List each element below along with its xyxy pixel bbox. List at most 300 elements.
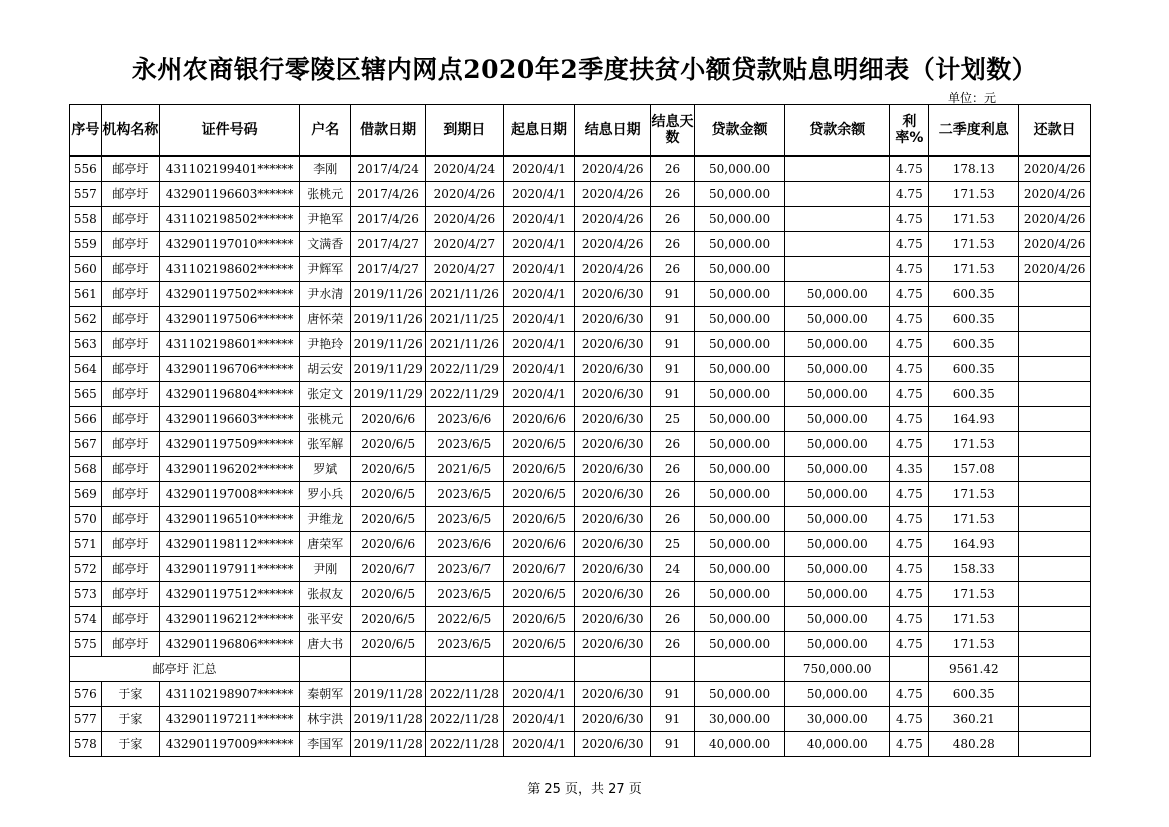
- cell-repay-date: 2020/4/26: [1019, 257, 1091, 282]
- cell-account-name: 胡云安: [300, 357, 351, 382]
- cell-loan-date: 2019/11/26: [351, 282, 426, 307]
- cell-branch: 邮亭圩: [101, 432, 159, 457]
- cell-interest-start: 2020/4/1: [503, 357, 575, 382]
- cell-loan-amount: 50,000.00: [695, 682, 785, 707]
- cell-loan-date: 2017/4/26: [351, 182, 426, 207]
- cell-q2-interest: 600.35: [929, 357, 1019, 382]
- cell-interest-start: 2020/6/6: [503, 407, 575, 432]
- cell-loan-date: 2020/6/5: [351, 457, 426, 482]
- cell-rate: 4.75: [890, 156, 929, 182]
- cell-repay-date: [1019, 307, 1091, 332]
- cell-repay-date: [1019, 557, 1091, 582]
- cell-rate: 4.75: [890, 207, 929, 232]
- cell-id-number: 432901196804******: [160, 382, 300, 407]
- cell-loan-date: 2017/4/24: [351, 156, 426, 182]
- cell-branch: 邮亭圩: [101, 282, 159, 307]
- cell-days: 25: [651, 407, 695, 432]
- cell-loan-balance: 50,000.00: [785, 507, 890, 532]
- cell-loan-date: 2020/6/5: [351, 607, 426, 632]
- cell-q2-interest: 171.53: [929, 432, 1019, 457]
- cell-id-number: 432901197509******: [160, 432, 300, 457]
- cell-due-date: 2023/6/5: [425, 432, 503, 457]
- cell-account-name: 文满香: [300, 232, 351, 257]
- cell-days: 26: [651, 432, 695, 457]
- cell-branch: 邮亭圩: [101, 257, 159, 282]
- cell-interest-settle: 2020/6/30: [575, 582, 651, 607]
- cell-loan-date: 2020/6/5: [351, 632, 426, 657]
- cell-branch: 邮亭圩: [101, 557, 159, 582]
- cell-account-name: 张定文: [300, 382, 351, 407]
- cell-interest-start: 2020/4/1: [503, 282, 575, 307]
- cell-loan-amount: 50,000.00: [695, 457, 785, 482]
- cell-interest-settle: 2020/4/26: [575, 232, 651, 257]
- cell-rate: 4.75: [890, 382, 929, 407]
- cell-days: 91: [651, 682, 695, 707]
- cell-q2-interest: 171.53: [929, 632, 1019, 657]
- cell-q2-interest: 171.53: [929, 507, 1019, 532]
- cell-interest-start: 2020/6/5: [503, 457, 575, 482]
- cell-interest-settle: 2020/4/26: [575, 207, 651, 232]
- header-seq: 序号: [70, 105, 102, 157]
- summary-label: 邮亭圩 汇总: [70, 657, 300, 682]
- cell-due-date: 2023/6/5: [425, 507, 503, 532]
- cell-interest-settle: 2020/6/30: [575, 307, 651, 332]
- table-row: [70, 682, 1091, 707]
- cell-repay-date: [1019, 532, 1091, 557]
- cell-interest-settle: 2020/6/30: [575, 332, 651, 357]
- cell-repay-date: [1019, 507, 1091, 532]
- cell-branch: 邮亭圩: [101, 457, 159, 482]
- cell-account-name: 尹艳军: [300, 207, 351, 232]
- cell-id-number: 432901197211******: [160, 707, 300, 732]
- cell-loan-date: 2020/6/6: [351, 407, 426, 432]
- table-row: [70, 582, 1091, 607]
- cell-id-number: 432901196212******: [160, 607, 300, 632]
- cell-repay-date: 2020/4/26: [1019, 232, 1091, 257]
- cell-due-date: 2020/4/26: [425, 207, 503, 232]
- cell-interest-start: 2020/6/7: [503, 557, 575, 582]
- cell-loan-balance: 50,000.00: [785, 382, 890, 407]
- cell-loan-balance: [785, 156, 890, 182]
- table-row: [70, 457, 1091, 482]
- cell-seq: 568: [70, 457, 102, 482]
- cell-days: 26: [651, 507, 695, 532]
- cell-account-name: 尹刚: [300, 557, 351, 582]
- cell-interest-settle: 2020/4/26: [575, 156, 651, 182]
- cell-loan-balance: 50,000.00: [785, 432, 890, 457]
- cell-loan-date: 2020/6/5: [351, 582, 426, 607]
- cell-repay-date: [1019, 582, 1091, 607]
- cell-due-date: 2021/11/26: [425, 332, 503, 357]
- cell-interest-start: 2020/4/1: [503, 232, 575, 257]
- cell-account-name: 尹艳玲: [300, 332, 351, 357]
- cell-repay-date: [1019, 482, 1091, 507]
- table-row: [70, 557, 1091, 582]
- cell-rate: 4.75: [890, 407, 929, 432]
- table-row: [70, 232, 1091, 257]
- cell-days: 26: [651, 156, 695, 182]
- cell-seq: 569: [70, 482, 102, 507]
- cell-seq: 575: [70, 632, 102, 657]
- cell-interest-settle: 2020/6/30: [575, 382, 651, 407]
- cell-q2-interest: 360.21: [929, 707, 1019, 732]
- cell-seq: 560: [70, 257, 102, 282]
- cell-q2-interest: 171.53: [929, 232, 1019, 257]
- cell-loan-balance: 50,000.00: [785, 607, 890, 632]
- cell-loan-date: 2020/6/5: [351, 432, 426, 457]
- table-row: [70, 282, 1091, 307]
- cell-q2-interest: 164.93: [929, 407, 1019, 432]
- cell-repay-date: 2020/4/26: [1019, 156, 1091, 182]
- header-interest-settle: 结息日期: [575, 105, 651, 157]
- cell-id-number: 432901197911******: [160, 557, 300, 582]
- cell-branch: 邮亭圩: [101, 382, 159, 407]
- unit-label: 单位：元: [948, 91, 997, 105]
- cell-loan-amount: 50,000.00: [695, 607, 785, 632]
- cell-loan-amount: 50,000.00: [695, 532, 785, 557]
- cell-q2-interest: 600.35: [929, 307, 1019, 332]
- cell-interest-start: 2020/6/5: [503, 632, 575, 657]
- cell-days: 91: [651, 382, 695, 407]
- cell-loan-amount: 50,000.00: [695, 307, 785, 332]
- cell-q2-interest: 171.53: [929, 207, 1019, 232]
- summary-empty-cell: [1019, 657, 1091, 682]
- cell-id-number: 432901196202******: [160, 457, 300, 482]
- cell-account-name: 张叔友: [300, 582, 351, 607]
- cell-due-date: 2020/4/26: [425, 182, 503, 207]
- cell-rate: 4.75: [890, 682, 929, 707]
- cell-loan-balance: 40,000.00: [785, 732, 890, 757]
- cell-due-date: 2023/6/5: [425, 632, 503, 657]
- cell-loan-amount: 50,000.00: [695, 582, 785, 607]
- cell-repay-date: 2020/4/26: [1019, 207, 1091, 232]
- cell-account-name: 罗小兵: [300, 482, 351, 507]
- cell-due-date: 2023/6/6: [425, 532, 503, 557]
- cell-branch: 邮亭圩: [101, 632, 159, 657]
- cell-repay-date: 2020/4/26: [1019, 182, 1091, 207]
- cell-days: 24: [651, 557, 695, 582]
- cell-interest-settle: 2020/6/30: [575, 482, 651, 507]
- cell-loan-amount: 50,000.00: [695, 507, 785, 532]
- summary-empty-cell: [651, 657, 695, 682]
- cell-days: 91: [651, 282, 695, 307]
- cell-days: 25: [651, 532, 695, 557]
- cell-days: 26: [651, 607, 695, 632]
- cell-rate: 4.75: [890, 482, 929, 507]
- cell-rate: 4.75: [890, 732, 929, 757]
- table-row: [70, 432, 1091, 457]
- cell-due-date: 2021/6/5: [425, 457, 503, 482]
- table-row: [70, 382, 1091, 407]
- table-row: [70, 332, 1091, 357]
- cell-due-date: 2022/11/28: [425, 682, 503, 707]
- cell-id-number: 432901196510******: [160, 507, 300, 532]
- cell-repay-date: [1019, 407, 1091, 432]
- cell-seq: 578: [70, 732, 102, 757]
- cell-loan-date: 2017/4/26: [351, 207, 426, 232]
- cell-id-number: 432901197008******: [160, 482, 300, 507]
- header-q2-interest: 二季度利息: [929, 105, 1019, 157]
- cell-interest-settle: 2020/6/30: [575, 457, 651, 482]
- cell-id-number: 431102198907******: [160, 682, 300, 707]
- table-row: [70, 482, 1091, 507]
- cell-id-number: 432901198112******: [160, 532, 300, 557]
- cell-q2-interest: 600.35: [929, 682, 1019, 707]
- cell-rate: 4.75: [890, 332, 929, 357]
- cell-due-date: 2020/4/27: [425, 257, 503, 282]
- cell-branch: 邮亭圩: [101, 182, 159, 207]
- header-loan-balance: 贷款余额: [785, 105, 890, 157]
- cell-loan-amount: 50,000.00: [695, 357, 785, 382]
- cell-branch: 邮亭圩: [101, 357, 159, 382]
- cell-interest-start: 2020/4/1: [503, 307, 575, 332]
- cell-seq: 573: [70, 582, 102, 607]
- cell-loan-amount: 30,000.00: [695, 707, 785, 732]
- cell-days: 26: [651, 207, 695, 232]
- cell-interest-settle: 2020/6/30: [575, 532, 651, 557]
- cell-interest-settle: 2020/6/30: [575, 682, 651, 707]
- cell-branch: 邮亭圩: [101, 307, 159, 332]
- cell-q2-interest: 600.35: [929, 382, 1019, 407]
- cell-loan-balance: 50,000.00: [785, 307, 890, 332]
- cell-rate: 4.75: [890, 607, 929, 632]
- cell-q2-interest: 480.28: [929, 732, 1019, 757]
- cell-loan-balance: 50,000.00: [785, 282, 890, 307]
- cell-interest-start: 2020/4/1: [503, 707, 575, 732]
- cell-rate: 4.75: [890, 282, 929, 307]
- cell-account-name: 张桃元: [300, 182, 351, 207]
- cell-account-name: 唐怀荣: [300, 307, 351, 332]
- header-interest-start: 起息日期: [503, 105, 575, 157]
- header-id-number: 证件号码: [160, 105, 300, 157]
- cell-account-name: 唐大书: [300, 632, 351, 657]
- cell-seq: 565: [70, 382, 102, 407]
- cell-interest-settle: 2020/6/30: [575, 432, 651, 457]
- cell-loan-date: 2019/11/28: [351, 732, 426, 757]
- page-number: 第 25 页，共 27 页: [527, 782, 642, 797]
- cell-due-date: 2023/6/7: [425, 557, 503, 582]
- cell-interest-start: 2020/6/5: [503, 607, 575, 632]
- cell-branch: 于家: [101, 732, 159, 757]
- summary-interest-total: 9561.42: [929, 657, 1019, 682]
- cell-interest-start: 2020/4/1: [503, 682, 575, 707]
- cell-branch: 邮亭圩: [101, 482, 159, 507]
- cell-seq: 574: [70, 607, 102, 632]
- cell-q2-interest: 164.93: [929, 532, 1019, 557]
- cell-id-number: 432901196706******: [160, 357, 300, 382]
- cell-loan-date: 2019/11/26: [351, 307, 426, 332]
- cell-account-name: 李国军: [300, 732, 351, 757]
- cell-id-number: 432901197502******: [160, 282, 300, 307]
- cell-loan-date: 2020/6/5: [351, 507, 426, 532]
- cell-loan-amount: 50,000.00: [695, 282, 785, 307]
- cell-branch: 邮亭圩: [101, 232, 159, 257]
- cell-loan-balance: 50,000.00: [785, 532, 890, 557]
- header-row: [70, 105, 1091, 157]
- table-row: [70, 357, 1091, 382]
- cell-interest-settle: 2020/4/26: [575, 182, 651, 207]
- cell-rate: 4.75: [890, 507, 929, 532]
- cell-interest-settle: 2020/6/30: [575, 607, 651, 632]
- cell-account-name: 唐荣军: [300, 532, 351, 557]
- cell-id-number: 432901196806******: [160, 632, 300, 657]
- header-loan-amount: 贷款金额: [695, 105, 785, 157]
- cell-id-number: 432901196603******: [160, 407, 300, 432]
- cell-interest-start: 2020/6/5: [503, 482, 575, 507]
- table-row: [70, 707, 1091, 732]
- header-branch: 机构名称: [101, 105, 159, 157]
- table-row: [70, 507, 1091, 532]
- cell-seq: 559: [70, 232, 102, 257]
- header-due-date: 到期日: [425, 105, 503, 157]
- cell-id-number: 431102198502******: [160, 207, 300, 232]
- summary-balance-total: 750,000.00: [785, 657, 890, 682]
- summary-empty-cell: [695, 657, 785, 682]
- cell-seq: 567: [70, 432, 102, 457]
- cell-repay-date: [1019, 607, 1091, 632]
- cell-loan-balance: 50,000.00: [785, 482, 890, 507]
- cell-loan-balance: 50,000.00: [785, 582, 890, 607]
- cell-seq: 576: [70, 682, 102, 707]
- cell-loan-date: 2017/4/27: [351, 232, 426, 257]
- cell-loan-balance: [785, 257, 890, 282]
- cell-loan-amount: 50,000.00: [695, 332, 785, 357]
- cell-loan-balance: 50,000.00: [785, 457, 890, 482]
- cell-interest-settle: 2020/6/30: [575, 707, 651, 732]
- cell-interest-settle: 2020/6/30: [575, 282, 651, 307]
- cell-days: 91: [651, 732, 695, 757]
- cell-due-date: 2023/6/5: [425, 582, 503, 607]
- cell-loan-date: 2020/6/5: [351, 482, 426, 507]
- header-loan-date: 借款日期: [351, 105, 426, 157]
- cell-due-date: 2020/4/27: [425, 232, 503, 257]
- cell-days: 26: [651, 632, 695, 657]
- cell-branch: 邮亭圩: [101, 332, 159, 357]
- cell-due-date: 2023/6/6: [425, 407, 503, 432]
- cell-repay-date: [1019, 707, 1091, 732]
- table-row: [70, 532, 1091, 557]
- cell-loan-date: 2019/11/29: [351, 382, 426, 407]
- cell-branch: 邮亭圩: [101, 532, 159, 557]
- cell-account-name: 张桃元: [300, 407, 351, 432]
- cell-loan-balance: 50,000.00: [785, 557, 890, 582]
- cell-loan-amount: 50,000.00: [695, 407, 785, 432]
- cell-loan-date: 2019/11/26: [351, 332, 426, 357]
- cell-days: 26: [651, 457, 695, 482]
- cell-branch: 于家: [101, 707, 159, 732]
- summary-empty-cell: [890, 657, 929, 682]
- cell-id-number: 432901197512******: [160, 582, 300, 607]
- cell-loan-amount: 50,000.00: [695, 207, 785, 232]
- cell-interest-start: 2020/4/1: [503, 732, 575, 757]
- summary-empty-cell: [575, 657, 651, 682]
- cell-q2-interest: 600.35: [929, 332, 1019, 357]
- table-row: [70, 407, 1091, 432]
- cell-id-number: 432901197010******: [160, 232, 300, 257]
- cell-due-date: 2021/11/26: [425, 282, 503, 307]
- cell-id-number: 431102198601******: [160, 332, 300, 357]
- cell-seq: 558: [70, 207, 102, 232]
- table-row: [70, 156, 1091, 182]
- cell-interest-settle: 2020/6/30: [575, 557, 651, 582]
- cell-rate: 4.75: [890, 357, 929, 382]
- cell-rate: 4.35: [890, 457, 929, 482]
- summary-empty-cell: [300, 657, 351, 682]
- cell-repay-date: [1019, 282, 1091, 307]
- cell-seq: 566: [70, 407, 102, 432]
- cell-id-number: 431102199401******: [160, 156, 300, 182]
- cell-loan-balance: 30,000.00: [785, 707, 890, 732]
- cell-account-name: 尹辉军: [300, 257, 351, 282]
- cell-rate: 4.75: [890, 632, 929, 657]
- cell-due-date: 2022/11/29: [425, 357, 503, 382]
- cell-rate: 4.75: [890, 432, 929, 457]
- cell-repay-date: [1019, 432, 1091, 457]
- cell-loan-amount: 50,000.00: [695, 382, 785, 407]
- cell-loan-amount: 50,000.00: [695, 232, 785, 257]
- cell-due-date: 2020/4/24: [425, 156, 503, 182]
- cell-loan-amount: 50,000.00: [695, 182, 785, 207]
- cell-loan-balance: 50,000.00: [785, 407, 890, 432]
- cell-repay-date: [1019, 382, 1091, 407]
- cell-q2-interest: 157.08: [929, 457, 1019, 482]
- cell-due-date: 2022/11/29: [425, 382, 503, 407]
- header-days: 结息天数: [651, 105, 695, 157]
- cell-account-name: 林宇洪: [300, 707, 351, 732]
- cell-branch: 于家: [101, 682, 159, 707]
- cell-loan-balance: 50,000.00: [785, 682, 890, 707]
- cell-days: 26: [651, 582, 695, 607]
- cell-seq: 563: [70, 332, 102, 357]
- cell-q2-interest: 171.53: [929, 257, 1019, 282]
- cell-seq: 570: [70, 507, 102, 532]
- cell-account-name: 罗斌: [300, 457, 351, 482]
- cell-interest-start: 2020/6/5: [503, 507, 575, 532]
- cell-due-date: 2022/11/28: [425, 732, 503, 757]
- cell-due-date: 2023/6/5: [425, 482, 503, 507]
- cell-rate: 4.75: [890, 307, 929, 332]
- cell-seq: 562: [70, 307, 102, 332]
- cell-days: 91: [651, 707, 695, 732]
- cell-id-number: 432901197506******: [160, 307, 300, 332]
- cell-loan-amount: 50,000.00: [695, 432, 785, 457]
- cell-due-date: 2022/6/5: [425, 607, 503, 632]
- cell-loan-date: 2019/11/29: [351, 357, 426, 382]
- cell-loan-amount: 40,000.00: [695, 732, 785, 757]
- cell-seq: 557: [70, 182, 102, 207]
- cell-interest-start: 2020/4/1: [503, 332, 575, 357]
- cell-due-date: 2021/11/25: [425, 307, 503, 332]
- table-row: [70, 607, 1091, 632]
- cell-seq: 571: [70, 532, 102, 557]
- cell-loan-amount: 50,000.00: [695, 257, 785, 282]
- cell-repay-date: [1019, 332, 1091, 357]
- cell-days: 26: [651, 232, 695, 257]
- cell-q2-interest: 171.53: [929, 607, 1019, 632]
- cell-interest-settle: 2020/6/30: [575, 407, 651, 432]
- cell-branch: 邮亭圩: [101, 607, 159, 632]
- header-account-name: 户名: [300, 105, 351, 157]
- cell-rate: 4.75: [890, 232, 929, 257]
- cell-interest-start: 2020/4/1: [503, 182, 575, 207]
- header-rate: 利率%: [890, 105, 929, 157]
- cell-repay-date: [1019, 732, 1091, 757]
- cell-rate: 4.75: [890, 557, 929, 582]
- cell-rate: 4.75: [890, 257, 929, 282]
- summary-empty-cell: [425, 657, 503, 682]
- cell-loan-amount: 50,000.00: [695, 632, 785, 657]
- cell-q2-interest: 178.13: [929, 156, 1019, 182]
